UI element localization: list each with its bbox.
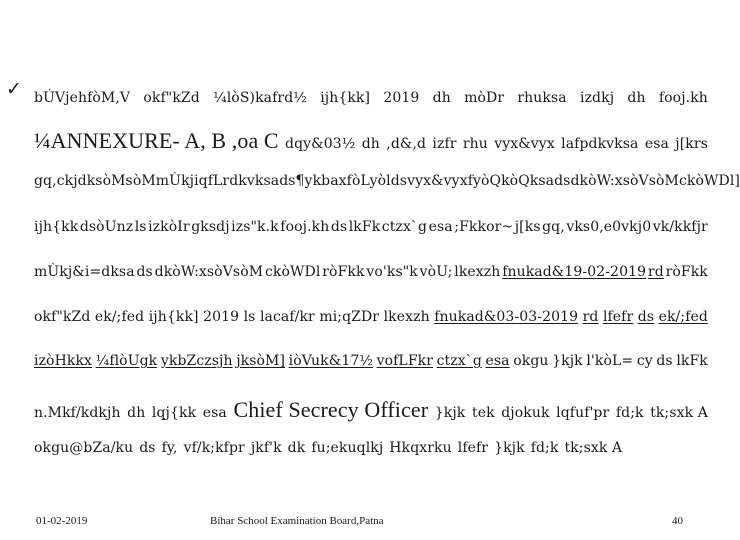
word: ijh{kk]	[320, 90, 371, 106]
text-line-1	[34, 90, 708, 106]
word: }kjk	[552, 353, 583, 369]
word: jkf'k	[250, 440, 282, 456]
word: lafpdkvksa	[561, 136, 639, 152]
word: ¼flòUgk	[95, 353, 158, 369]
word: izs"k.k	[231, 219, 279, 235]
word: rd	[582, 309, 599, 325]
word: okf"kZd	[34, 309, 91, 325]
word: lkFk	[676, 353, 708, 369]
word: ckjdksòMsòM	[56, 173, 156, 189]
page-number: 40	[672, 515, 683, 527]
word: ykbZczsjh	[160, 353, 233, 369]
word: iòVuk&17½	[288, 353, 374, 369]
word: ,d&,d	[386, 136, 427, 152]
word: lqfuf'pr	[556, 405, 610, 421]
word: vks0,e0vkj0	[566, 219, 652, 235]
word: tk;sxk A	[650, 405, 708, 421]
word: fd;k	[530, 440, 559, 456]
text-line-3	[34, 173, 740, 189]
word: dh	[432, 90, 451, 106]
word: ds	[656, 353, 673, 369]
footer-date: 01-02-2019	[36, 515, 88, 527]
word: vyx&vyx	[407, 173, 468, 189]
word: rd	[647, 264, 664, 280]
word: vk/kkfjr	[652, 219, 708, 235]
word: bÚVjehfòM,V	[34, 90, 131, 106]
word: esa	[485, 353, 510, 369]
word: ckòWDl	[264, 264, 321, 280]
text-line-4	[34, 219, 708, 235]
word: lkFk	[348, 219, 381, 235]
word: izdkj	[580, 90, 615, 106]
word: ls	[243, 309, 256, 325]
word: lacaf/kr	[259, 309, 315, 325]
word: esa	[202, 405, 227, 421]
checkmark-icon: ✓	[6, 78, 22, 100]
word: dqy&03½	[285, 136, 356, 152]
word: ijh{kk]	[148, 309, 199, 325]
word: ls	[134, 219, 147, 235]
word: mòDr	[464, 90, 505, 106]
footer	[0, 515, 720, 531]
word: vf/k;kfpr	[183, 440, 245, 456]
word: vòU;	[419, 264, 453, 280]
word: vyx&vyx	[494, 136, 555, 152]
word: ds	[279, 173, 296, 189]
word: fòLyòl	[346, 173, 391, 189]
word: fy,	[161, 440, 178, 456]
date-underlined: fnukad&19-02-2019	[502, 264, 647, 280]
word: djokuk	[501, 405, 550, 421]
word: }kjk	[494, 440, 525, 456]
word: lfefr	[602, 309, 634, 325]
word: ds	[139, 440, 156, 456]
word: Hkqxrku	[389, 440, 452, 456]
word: rhu	[462, 136, 488, 152]
word: 2019	[203, 309, 240, 325]
word: fooj.kh	[280, 219, 330, 235]
text-line-9	[34, 440, 708, 456]
word: okf"kZd	[143, 90, 200, 106]
word: ctzx`g	[381, 219, 428, 235]
word: fu;ekuqlkj	[311, 440, 384, 456]
word: rhuksa	[517, 90, 567, 106]
word: mÙkjiqfLrdkvksa	[155, 173, 280, 189]
word: 2019	[383, 90, 420, 106]
word: ròFkk	[322, 264, 365, 280]
word: cy	[636, 353, 653, 369]
word: lkexzh	[454, 264, 501, 280]
word: j[ks	[514, 219, 541, 235]
word: lkexzh	[383, 309, 430, 325]
word: ckòWDl]	[678, 173, 740, 189]
word: vofLFkr	[376, 353, 434, 369]
word: l'kòL=	[586, 353, 634, 369]
chief-secrecy-officer: Chief Secrecy Officer	[233, 397, 429, 422]
text-line-2	[34, 128, 708, 154]
word: ds	[554, 173, 571, 189]
word: ¼lòS)kafrd½	[213, 90, 307, 106]
text-line-7	[34, 353, 708, 369]
word: izkòIr	[148, 219, 190, 235]
text-line-6	[34, 309, 708, 325]
word: tk;sxk A	[564, 440, 623, 456]
word: ds	[136, 264, 153, 280]
word: mÙkj&i=dksa	[34, 264, 135, 280]
word: dh	[361, 136, 380, 152]
word: ctzx`g	[436, 353, 482, 369]
word: fooj.kh	[658, 90, 708, 106]
word: ds	[330, 219, 348, 235]
word: fyòQkòQksa	[467, 173, 555, 189]
word: esa	[644, 136, 669, 152]
word: ds	[390, 173, 408, 189]
word: ijh{kk	[34, 219, 79, 235]
word: izfr	[432, 136, 457, 152]
word: jksòM]	[236, 353, 286, 369]
word: ds	[637, 309, 655, 325]
text-line-5	[34, 264, 708, 280]
word: dkòW:xsòVsòM	[154, 264, 264, 280]
word: }kjk	[434, 405, 466, 421]
footer-board-name: Bihar School Examination Board,Patna	[210, 515, 384, 527]
word: izòHkkx	[34, 353, 93, 369]
word: ròFkk	[665, 264, 708, 280]
word: gq,	[34, 173, 57, 189]
annexure-label: ¼ANNEXURE- A, B ,oa C	[34, 128, 279, 153]
word: okgu@bZa/ku	[34, 440, 134, 456]
text-line-8	[34, 397, 708, 423]
word: dh	[127, 405, 146, 421]
word: ek/;fed	[94, 309, 145, 325]
word: fd;k	[615, 405, 644, 421]
word: ¶ykbax	[295, 173, 347, 189]
word: ;Fkkor~	[454, 219, 514, 235]
word: dh	[627, 90, 646, 106]
word: esa	[428, 219, 453, 235]
word: gq,	[542, 219, 565, 235]
word: tek	[471, 405, 495, 421]
word: lfefr	[457, 440, 489, 456]
word: n.Mkf/kdkjh	[34, 405, 121, 421]
word: dkòW:xsòVsòM	[570, 173, 679, 189]
word: dsòUnz	[79, 219, 134, 235]
word: j[krs	[675, 136, 708, 152]
word: mi;qZDr	[319, 309, 380, 325]
word: okgu	[513, 353, 549, 369]
word: ek/;fed	[658, 309, 708, 325]
word: vo'ks"k	[366, 264, 418, 280]
date-underlined: fnukad&03-03-2019	[434, 309, 579, 325]
word: dk	[287, 440, 306, 456]
word: lqj{kk	[151, 405, 197, 421]
word: gksdj	[191, 219, 230, 235]
